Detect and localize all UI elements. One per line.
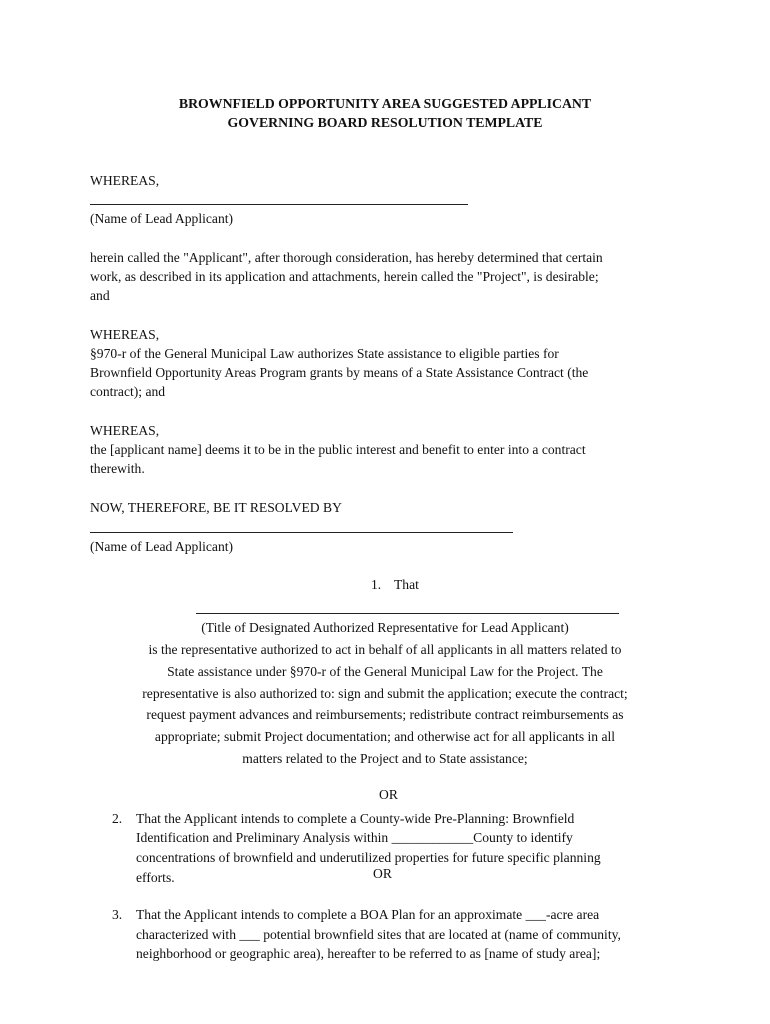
- whereas-3-body-line: therewith.: [90, 461, 145, 476]
- document-title-line-2: GOVERNING BOARD RESOLUTION TEMPLATE: [227, 115, 543, 130]
- lead-applicant-name-line-2: [90, 532, 513, 533]
- representative-title-line: [196, 613, 619, 614]
- item-1-lead: That: [394, 577, 419, 592]
- item-1-body-line: request payment advances and reimbursements; redistribute contract reimbursements as: [146, 707, 624, 722]
- whereas-1-body-line: and: [90, 288, 110, 303]
- lead-applicant-name-line-1: [90, 204, 468, 205]
- item-1-body-line: matters related to the Project and to State assistance;: [242, 751, 528, 766]
- whereas-1-body-line: herein called the "Applicant", after thorough consideration, has hereby determined that certain: [90, 250, 603, 265]
- item-3-number: 3.: [112, 907, 123, 922]
- whereas-1-label: WHEREAS,: [90, 173, 160, 188]
- whereas-3-body-line: the [applicant name] deems it to be in the public interest and benefit to enter into a contract: [90, 442, 586, 457]
- whereas-3-label: WHEREAS,: [90, 423, 160, 438]
- whereas-2-body-line: §970-r of the General Municipal Law authorizes State assistance to eligible parties for: [90, 346, 559, 361]
- lead-applicant-caption-2: (Name of Lead Applicant): [90, 539, 234, 554]
- item-2-body-line: efforts.: [136, 870, 175, 885]
- item-1-body-line: State assistance under §970-r of the General Municipal Law for the Project. The: [167, 664, 603, 679]
- item-2-body-line: That the Applicant intends to complete a County-wide Pre-Planning: Brownfield: [136, 811, 575, 826]
- whereas-1-body-line: work, as described in its application and attachments, herein called the "Project", is desirable;: [90, 269, 599, 284]
- representative-title-caption: (Title of Designated Authorized Representative for Lead Applicant): [201, 620, 569, 635]
- item-1-body-line: representative is also authorized to: sign and submit the application; execute the contract;: [142, 686, 628, 701]
- or-separator-1: OR: [379, 787, 398, 802]
- item-3-body-line: That the Applicant intends to complete a BOA Plan for an approximate ___-acre area: [136, 907, 600, 922]
- lead-applicant-caption-1: (Name of Lead Applicant): [90, 211, 234, 226]
- whereas-2-body-line: Brownfield Opportunity Areas Program grants by means of a State Assistance Contract (the: [90, 365, 589, 380]
- document-title-line-1: BROWNFIELD OPPORTUNITY AREA SUGGESTED APPLICANT: [178, 96, 592, 111]
- item-1-body-line: appropriate; submit Project documentation; and otherwise act for all applicants in all: [154, 729, 616, 744]
- whereas-2-body-line: contract); and: [90, 384, 166, 399]
- resolved-label: NOW, THEREFORE, BE IT RESOLVED BY: [90, 500, 342, 515]
- item-3-body-line: neighborhood or geographic area), hereafter to be referred to as [name of study area];: [136, 946, 601, 961]
- item-2-body-line: Identification and Preliminary Analysis within ____________County to identify: [136, 830, 573, 845]
- item-1-body-line: is the representative authorized to act in behalf of all applicants in all matters related to: [148, 642, 622, 657]
- whereas-2-label: WHEREAS,: [90, 327, 160, 342]
- item-2-number: 2.: [112, 811, 123, 826]
- or-separator-2: OR: [373, 866, 392, 881]
- item-3-body-line: characterized with ___ potential brownfield sites that are located at (name of community,: [136, 927, 621, 942]
- item-1-number: 1.: [371, 577, 382, 592]
- item-2-body-line: concentrations of brownfield and underutilized properties for future specific planning: [136, 850, 601, 865]
